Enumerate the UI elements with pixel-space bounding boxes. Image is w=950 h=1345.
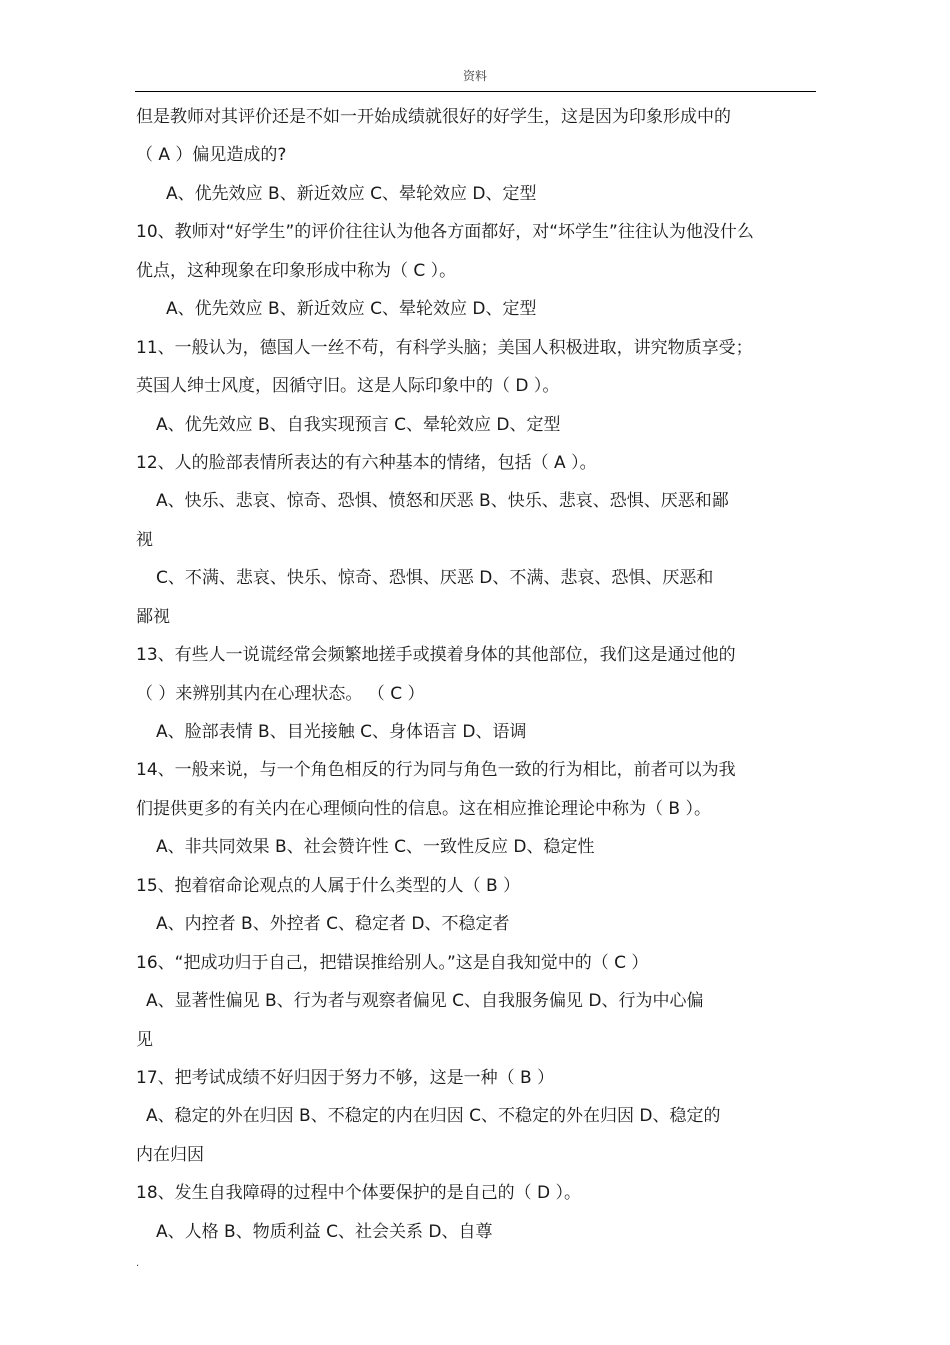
text-line: 英国人绅士风度，因循守旧。这是人际印象中的（ D ）。: [136, 376, 560, 397]
options-line: A、人格 B、物质利益 C、社会关系 D、自尊: [156, 1221, 493, 1242]
options-line: C、不满、悲哀、快乐、惊奇、恐惧、厌恶 D、不满、悲哀、恐惧、厌恶和: [156, 568, 714, 589]
text-line: 但是教师对其评价还是不如一开始成绩就很好的好学生，这是因为印象形成中的: [136, 107, 731, 127]
text-line: 视: [136, 529, 153, 550]
text-line: （ A ）偏见造成的?: [136, 145, 287, 166]
question-line: 14、一般来说，与一个角色相反的行为同与角色一致的行为相比，前者可以为我: [136, 760, 736, 781]
text-line: 们提供更多的有关内在心理倾向性的信息。这在相应推论理论中称为（ B ）。: [136, 798, 711, 819]
options-line: A、脸部表情 B、目光接触 C、身体语言 D、语调: [156, 722, 527, 742]
options-line: A、内控者 B、外控者 C、稳定者 D、不稳定者: [156, 914, 510, 935]
question-line: 18、发生自我障碍的过程中个体要保护的是自己的（ D ）。: [136, 1183, 582, 1204]
options-line: A、优先效应 B、新近效应 C、晕轮效应 D、定型: [166, 299, 537, 320]
question-line: 15、抱着宿命论观点的人属于什么类型的人（ B ）: [136, 875, 521, 896]
options-line: A、显著性偏见 B、行为者与观察者偏见 C、自我服务偏见 D、行为中心偏: [146, 991, 704, 1012]
options-line: A、稳定的外在归因 B、不稳定的内在归因 C、不稳定的外在归因 D、稳定的: [146, 1106, 721, 1127]
question-line: 17、把考试成绩不好归因于努力不够，这是一种（ B ）: [136, 1067, 555, 1088]
options-line: A、优先效应 B、新近效应 C、晕轮效应 D、定型: [166, 183, 537, 204]
question-line: 16、“把成功归于自己，把错误推给别人。”这是自我知觉中的（ C ）: [136, 952, 649, 973]
text-line: 优点，这种现象在印象形成中称为（ C ）。: [136, 260, 457, 281]
question-line: 11、一般认为，德国人一丝不苟，有科学头脑；美国人积极进取，讲究物质享受；: [136, 337, 753, 358]
question-line: 13、有些人一说谎经常会频繁地搓手或摸着身体的其他部位，我们这是通过他的: [136, 645, 736, 666]
text-line: 鄙视: [136, 606, 170, 627]
text-line: （ ）来辨别其内在心理状态。 （ C ）: [136, 683, 425, 704]
options-line: A、优先效应 B、自我实现预言 C、晕轮效应 D、定型: [156, 414, 561, 435]
document-body: [136, 100, 826, 1253]
text-line: 见: [136, 1029, 153, 1050]
footer-mark: .: [136, 1258, 140, 1269]
question-line: 10、教师对“好学生”的评价往往认为他各方面都好，对“坏学生”往往认为他没什么: [136, 222, 754, 243]
options-line: A、非共同效果 B、社会赞许性 C、一致性反应 D、稳定性: [156, 837, 595, 858]
options-line: A、快乐、悲哀、惊奇、恐惧、愤怒和厌恶 B、快乐、悲哀、恐惧、厌恶和鄙: [156, 491, 729, 512]
page-header: 资料: [462, 69, 487, 83]
header-rule: [135, 91, 816, 92]
question-line: 12、人的脸部表情所表达的有六种基本的情绪，包括（ A ）。: [136, 452, 597, 473]
text-line: 内在归因: [136, 1144, 204, 1165]
